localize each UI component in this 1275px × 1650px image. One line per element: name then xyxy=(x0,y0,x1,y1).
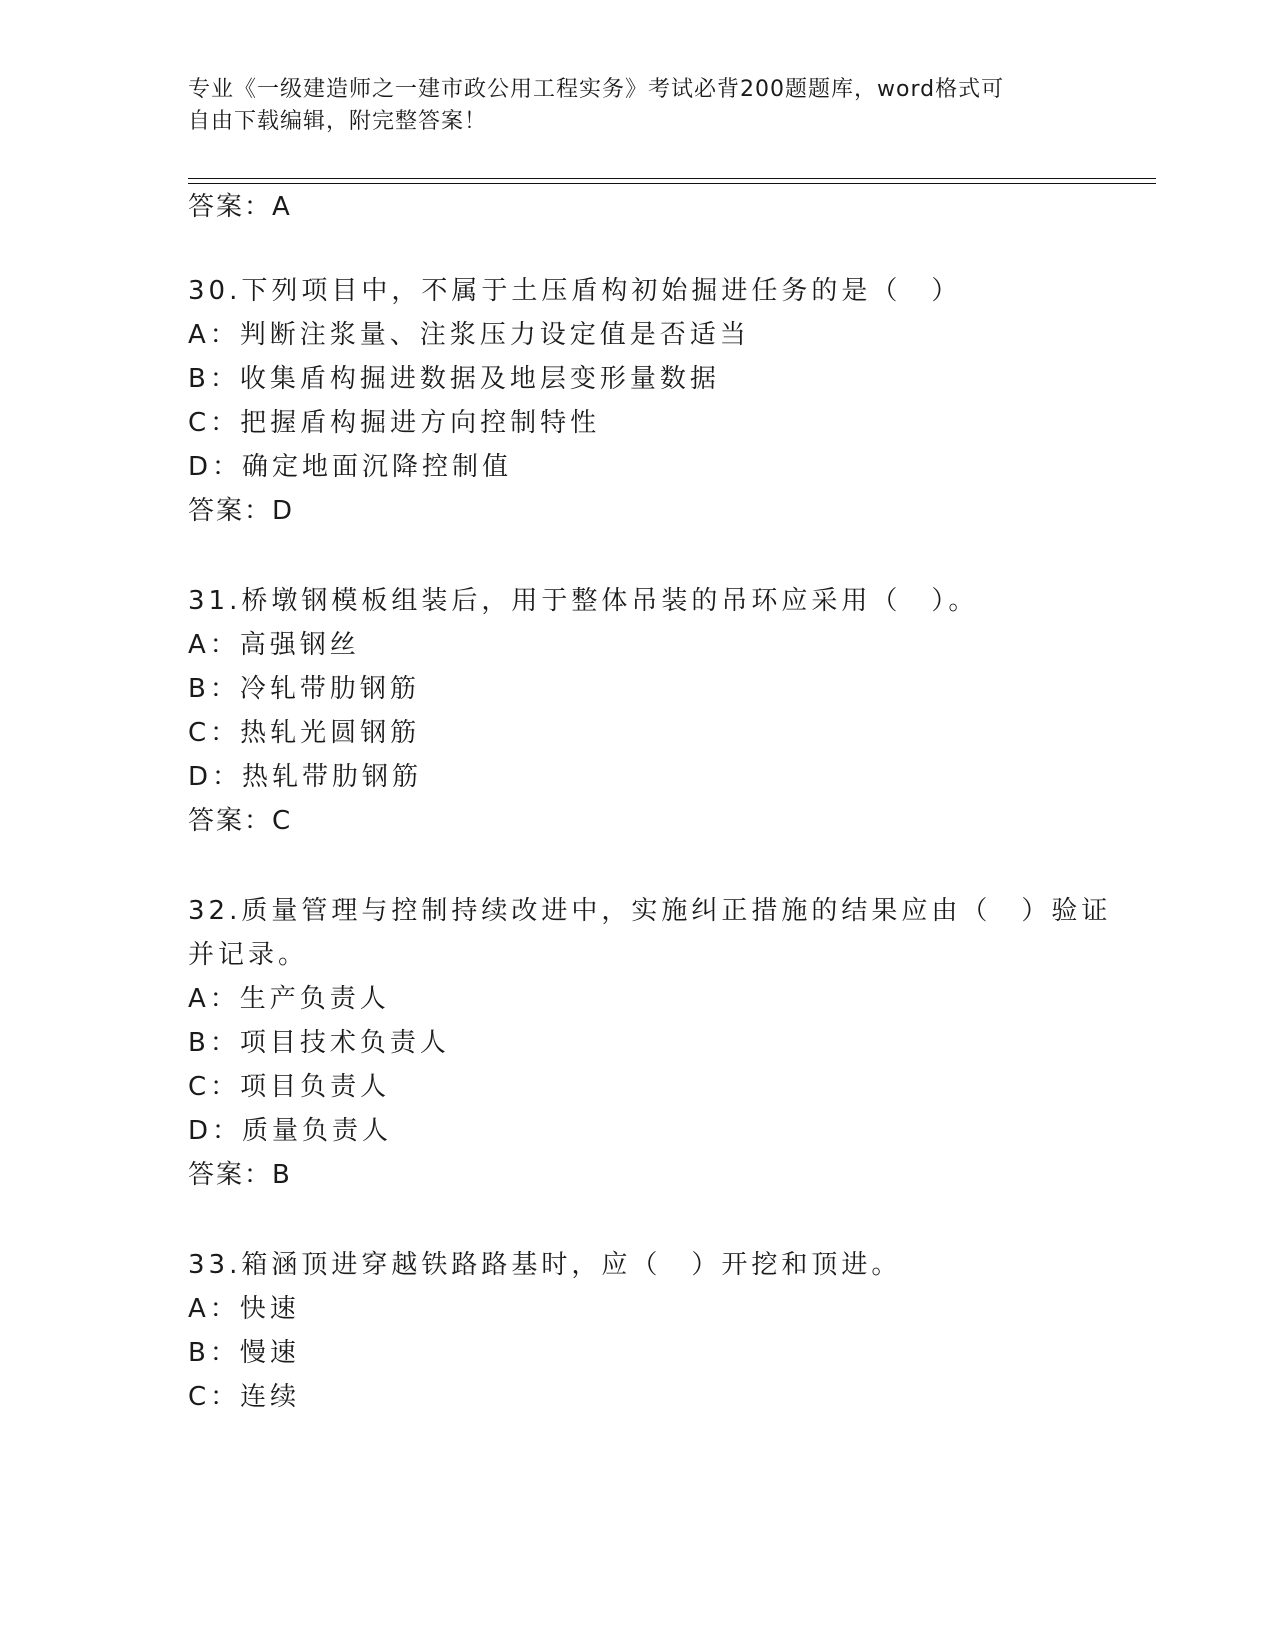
question-stem: 31.桥墩钢模板组装后，用于整体吊装的吊环应采用（ ）。 xyxy=(188,586,979,616)
header-divider-top xyxy=(188,178,1156,179)
answer-line: 答案：A xyxy=(188,192,292,222)
header-line-2: 自由下载编辑，附完整答案！ xyxy=(188,109,488,134)
option-c: C：项目负责人 xyxy=(188,1072,391,1102)
option-b: B：收集盾构掘进数据及地层变形量数据 xyxy=(188,364,720,394)
question-stem: 30.下列项目中，不属于土压盾构初始掘进任务的是（ ） xyxy=(188,276,962,306)
option-a: A：高强钢丝 xyxy=(188,630,360,660)
option-a: A：快速 xyxy=(188,1294,300,1324)
question-stem-continued: 并记录。 xyxy=(188,940,309,970)
option-a: A：生产负责人 xyxy=(188,984,390,1014)
header-divider-bottom xyxy=(188,183,1156,184)
header-line-1: 专业《一级建造师之一建市政公用工程实务》考试必背200题题库，word格式可 xyxy=(188,77,1005,102)
option-c: C：把握盾构掘进方向控制特性 xyxy=(188,408,601,438)
answer-line: 答案：C xyxy=(188,806,293,836)
option-d: D：确定地面沉降控制值 xyxy=(188,452,513,482)
option-c: C：连续 xyxy=(188,1382,301,1412)
option-c: C：热轧光圆钢筋 xyxy=(188,718,421,748)
option-b: B：冷轧带肋钢筋 xyxy=(188,674,420,704)
option-b: B：项目技术负责人 xyxy=(188,1028,450,1058)
answer-line: 答案：D xyxy=(188,496,295,526)
question-stem: 32.质量管理与控制持续改进中，实施纠正措施的结果应由（ ）验证 xyxy=(188,896,1112,926)
option-a: A：判断注浆量、注浆压力设定值是否适当 xyxy=(188,320,750,350)
document-header xyxy=(188,74,1068,138)
option-d: D：热轧带肋钢筋 xyxy=(188,762,423,792)
question-stem: 33.箱涵顶进穿越铁路路基时，应（ ）开挖和顶进。 xyxy=(188,1250,902,1280)
answer-line: 答案：B xyxy=(188,1160,292,1190)
option-b: B：慢速 xyxy=(188,1338,300,1368)
option-d: D：质量负责人 xyxy=(188,1116,393,1146)
